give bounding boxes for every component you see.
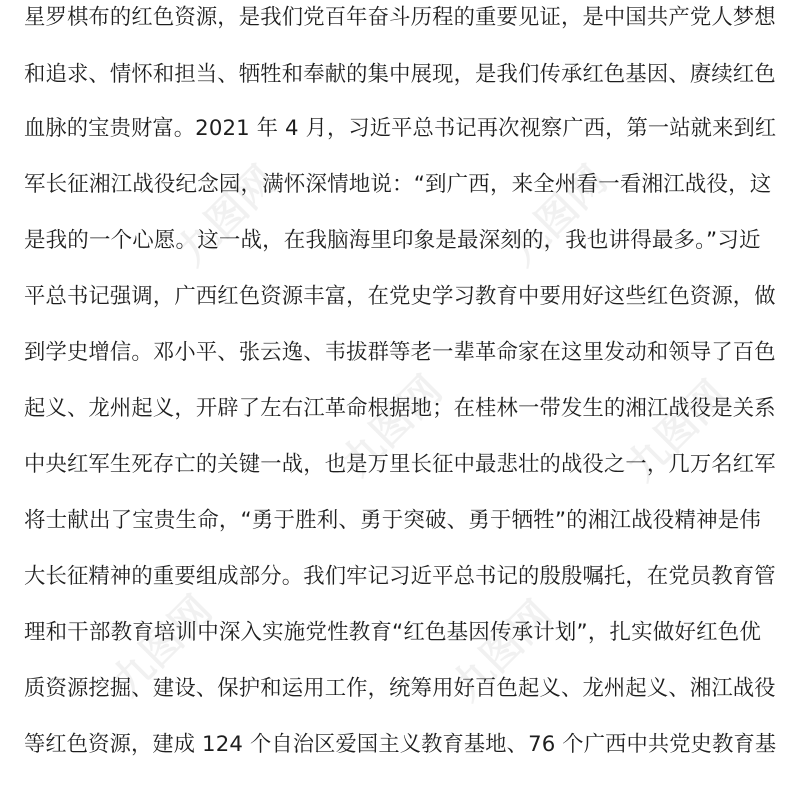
text-line: 理和干部教育培训中深入实施党性教育“红色基因传承计划”，扎实做好红色优 [24,620,762,645]
text-line: 平总书记强调，广西红色资源丰富，在党史学习教育中要用好这些红色资源，做 [24,284,776,309]
text-line: 将士献出了宝贵生命，“勇于胜利、勇于突破、勇于牺牲”的湘江战役精神是伟 [24,508,762,533]
text-line: 星罗棋布的红色资源，是我们党百年奋斗历程的重要见证，是中国共产党人梦想 [24,5,776,30]
watermark: 九图网 [168,157,287,275]
text-line: 军长征湘江战役纪念园，满怀深情地说：“到广西，来全州看一看湘江战役，这 [24,172,772,197]
text-line: 大长征精神的重要组成部分。我们牢记习近平总书记的殷殷嘱托，在党员教育管 [24,564,776,589]
watermark: 九图网 [103,587,222,705]
text-line: 到学史增信。邓小平、张云逸、韦拔群等老一辈革命家在这里发动和领导了百色 [24,340,776,365]
text-line: 起义、龙州起义，开辟了左右江革命根据地；在桂林一带发生的湘江战役是关系 [24,396,776,421]
watermark: 九图网 [443,592,562,710]
watermark: 九图网 [618,372,737,490]
text-line: 和追求、情怀和担当、牺牲和奉献的集中展现，是我们传承红色基因、赓续红色 [24,62,776,87]
watermark: 九图网 [333,367,452,485]
text-line: 质资源挖掘、建设、保护和运用工作，统筹用好百色起义、龙州起义、湘江战役 [24,676,776,701]
text-line: 中央红军生死存亡的关键一战，也是万里长征中最悲壮的战役之一，几万名红军 [24,452,776,477]
text-line: 血脉的宝贵财富。2021 年 4 月，习近平总书记再次视察广西，第一站就来到红 [24,116,777,141]
watermark: 九图网 [498,157,617,275]
text-line: 等红色资源，建成 124 个自治区爱国主义教育基地、76 个广西中共党史教育基 [24,732,777,757]
text-line: 是我的一个心愿。这一战，在我脑海里印象是最深刻的，我也讲得最多。”习近 [24,228,761,253]
